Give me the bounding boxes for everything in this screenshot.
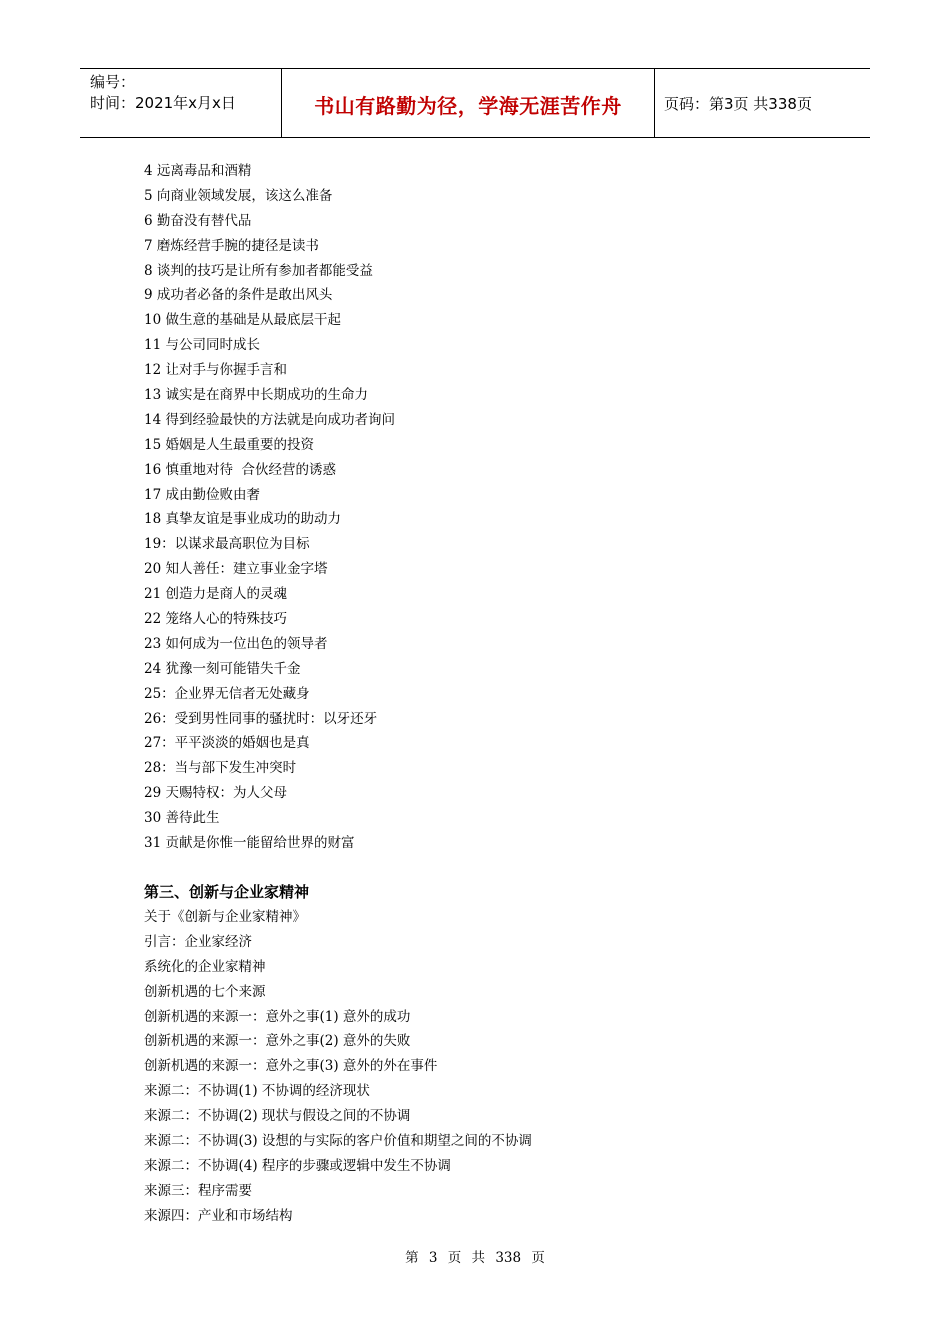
list-item: 创新机遇的来源一：意外之事(2) 意外的失败 <box>144 1033 411 1050</box>
list-item: 21 创造力是商人的灵魂 <box>144 586 287 603</box>
list-item: 31 贡献是你惟一能留给世界的财富 <box>144 835 355 852</box>
header-motto: 书山有路勤为径，学海无涯苦作舟 <box>314 94 622 118</box>
footer-ye: 页 <box>447 1250 462 1266</box>
number-label: 编号： <box>90 73 136 91</box>
list-item: 30 善待此生 <box>144 810 220 827</box>
list-item: 创新机遇的七个来源 <box>144 983 266 1000</box>
footer-total: 338 <box>495 1250 522 1266</box>
list-item: 23 如何成为一位出色的领导者 <box>144 635 328 652</box>
header-page-number: 页码：第3页 共338页 <box>664 95 812 113</box>
list-item: 17 成由勤俭败由奢 <box>144 486 260 503</box>
list-item: 13 诚实是在商界中长期成功的生命力 <box>144 387 368 404</box>
header-divider <box>654 69 655 137</box>
list-item: 7 磨炼经营手腕的捷径是读书 <box>144 237 319 254</box>
list-item: 22 笼络人心的特殊技巧 <box>144 611 287 628</box>
list-item: 9 成功者必备的条件是敢出风头 <box>144 287 333 304</box>
list-item: 来源二：不协调(2) 现状与假设之间的不协调 <box>144 1108 411 1125</box>
list-item: 20 知人善任：建立事业金字塔 <box>144 561 328 578</box>
footer-di: 第 <box>405 1250 419 1266</box>
footer-page: 3 <box>428 1250 438 1266</box>
list-item: 28：当与部下发生冲突时 <box>144 760 297 777</box>
list-item: 来源四：产业和市场结构 <box>144 1207 293 1224</box>
list-item: 18 真挚友谊是事业成功的助动力 <box>144 511 341 528</box>
list-item: 来源二：不协调(4) 程序的步骤或逻辑中发生不协调 <box>144 1157 451 1174</box>
list-item: 关于《创新与企业家精神》 <box>144 909 306 925</box>
list-item: 15 婚姻是人生最重要的投资 <box>144 436 314 453</box>
list-item: 14 得到经验最快的方法就是向成功者询问 <box>144 411 395 428</box>
section-list <box>144 905 844 1229</box>
list-item: 25：企业界无信者无处藏身 <box>144 685 310 702</box>
list-item: 12 让对手与你握手言和 <box>144 362 287 379</box>
list-item: 创新机遇的来源一：意外之事(1) 意外的成功 <box>144 1008 411 1025</box>
list-item: 5 向商业领域发展，该这么准备 <box>144 187 333 204</box>
list-item: 系统化的企业家精神 <box>144 958 266 975</box>
list-item: 10 做生意的基础是从最底层干起 <box>144 312 341 329</box>
list-item: 8 谈判的技巧是让所有参加者都能受益 <box>144 262 373 279</box>
footer-ye: 页 <box>531 1250 545 1266</box>
page-header <box>80 68 870 138</box>
list-item: 来源二：不协调(1) 不协调的经济现状 <box>144 1083 370 1100</box>
list-item: 11 与公司同时成长 <box>144 337 260 354</box>
list-item: 来源二：不协调(3) 设想的与实际的客户价值和期望之间的不协调 <box>144 1133 532 1150</box>
contents-list <box>144 159 844 856</box>
list-item: 26：受到男性同事的骚扰时：以牙还牙 <box>144 710 378 727</box>
header-meta <box>90 72 236 114</box>
list-item: 4 远离毒品和酒精 <box>144 163 252 179</box>
list-item: 来源三：程序需要 <box>144 1182 252 1199</box>
list-item: 27：平平淡淡的婚姻也是真 <box>144 735 310 752</box>
section-heading: 第三、创新与企业家精神 <box>144 883 310 901</box>
list-item: 引言：企业家经济 <box>144 933 252 950</box>
footer-gong: 共 <box>471 1250 486 1266</box>
page-footer <box>0 1246 950 1266</box>
list-item: 6 勤奋没有替代品 <box>144 212 252 229</box>
time-label: 时间：2021年x月x日 <box>90 94 236 112</box>
list-item: 16 慎重地对待 合伙经营的诱惑 <box>144 461 337 478</box>
list-item: 29 天赐特权：为人父母 <box>144 785 287 802</box>
list-item: 创新机遇的来源一：意外之事(3) 意外的外在事件 <box>144 1058 438 1075</box>
list-item: 19：以谋求最高职位为目标 <box>144 536 310 553</box>
list-item: 24 犹豫一刻可能错失千金 <box>144 660 301 677</box>
